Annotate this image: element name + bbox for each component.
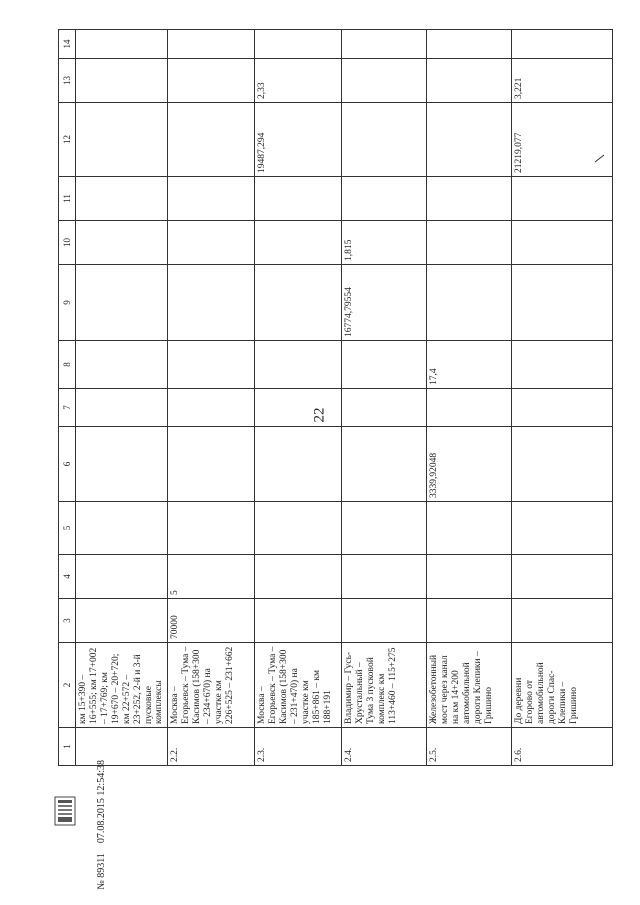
value-cell: 2,33 — [255, 59, 342, 103]
value-cell — [342, 59, 427, 103]
value-cell — [342, 555, 427, 599]
column-number: 4 — [59, 555, 76, 599]
value-cell — [168, 177, 255, 221]
table-row — [76, 30, 168, 766]
value-cell — [168, 30, 255, 59]
value-cell — [512, 555, 613, 599]
value-cell — [342, 341, 427, 389]
value-cell — [168, 265, 255, 341]
column-number: 12 — [59, 103, 76, 177]
value-cell: 1,815 — [342, 221, 427, 265]
value-cell — [512, 341, 613, 389]
value-cell — [255, 389, 342, 427]
value-cell — [76, 341, 168, 389]
value-cell: 70000 — [168, 599, 255, 643]
value-cell — [255, 341, 342, 389]
value-cell — [342, 599, 427, 643]
column-number: 10 — [59, 221, 76, 265]
road-section-cell: До деревни Егорово от автомобильной дороги Спас-Клепики – Гришино — [512, 643, 613, 728]
value-cell — [255, 177, 342, 221]
column-number: 7 — [59, 389, 76, 427]
value-cell — [427, 555, 512, 599]
document-registration-footer — [96, 760, 107, 890]
value-cell — [255, 555, 342, 599]
table-header-row — [59, 30, 76, 766]
value-cell — [76, 389, 168, 427]
value-cell — [255, 427, 342, 502]
column-number: 8 — [59, 341, 76, 389]
value-cell — [76, 502, 168, 555]
value-cell — [427, 177, 512, 221]
value-cell — [76, 555, 168, 599]
value-cell — [168, 427, 255, 502]
value-cell — [427, 389, 512, 427]
value-cell — [76, 427, 168, 502]
row-index-cell: 2.5. — [427, 728, 512, 766]
value-cell — [76, 177, 168, 221]
value-cell — [512, 502, 613, 555]
value-cell — [342, 389, 427, 427]
value-cell — [255, 502, 342, 555]
value-cell — [168, 502, 255, 555]
value-cell — [427, 502, 512, 555]
column-number: 5 — [59, 502, 76, 555]
value-cell — [512, 265, 613, 341]
value-cell — [342, 103, 427, 177]
road-section-cell: Владимир – Гусь-Хрустальный – Тума 3 пусковой комплекс км 113+460 – 115+275 — [342, 643, 427, 728]
column-number: 9 — [59, 265, 76, 341]
value-cell — [427, 221, 512, 265]
row-index-cell: 2.3. — [255, 728, 342, 766]
value-cell — [512, 177, 613, 221]
pen-mark-icon — [594, 152, 606, 164]
value-cell — [342, 30, 427, 59]
value-cell — [512, 389, 613, 427]
value-cell: 21219,077 — [512, 103, 613, 177]
column-number: 6 — [59, 427, 76, 502]
value-cell: 3,221 — [512, 59, 613, 103]
value-cell — [427, 599, 512, 643]
value-cell — [76, 265, 168, 341]
column-number: 14 — [59, 30, 76, 59]
registration-stamp-icon — [53, 795, 77, 827]
road-section-cell: км 15+390 – 16+555; км 17+002 – 17+769; км 19+670 – 20+720; км 22+572 – 23+252, 2-й и 3-й пусковые комплексы — [76, 643, 168, 728]
road-section-cell: Железобетонный мост через канал на км 14+200 автомобильной дороги Клепики – Гришино — [427, 643, 512, 728]
column-number: 2 — [59, 643, 76, 728]
value-cell — [168, 221, 255, 265]
value-cell — [255, 30, 342, 59]
road-section-cell: Москва – Егорьевск – Тума – Касимов (158+300 – 234+670) на участке км 226+525 – 231+662 — [168, 643, 255, 728]
value-cell — [76, 221, 168, 265]
value-cell — [76, 59, 168, 103]
value-cell: 17,4 — [427, 341, 512, 389]
value-cell — [512, 221, 613, 265]
value-cell — [512, 30, 613, 59]
table-row — [512, 30, 613, 766]
column-number: 3 — [59, 599, 76, 643]
value-cell — [512, 599, 613, 643]
value-cell — [512, 427, 613, 502]
value-cell — [427, 59, 512, 103]
value-cell — [427, 30, 512, 59]
table-row — [255, 30, 342, 766]
value-cell: 5 — [168, 555, 255, 599]
column-number: 1 — [59, 728, 76, 766]
value-cell — [255, 221, 342, 265]
value-cell — [168, 389, 255, 427]
row-index-cell: 2.6. — [512, 728, 613, 766]
value-cell — [76, 30, 168, 59]
value-cell — [427, 265, 512, 341]
column-number: 11 — [59, 177, 76, 221]
row-index-cell — [76, 728, 168, 766]
table-row — [342, 30, 427, 766]
value-cell — [427, 103, 512, 177]
row-index-cell: 2.2. — [168, 728, 255, 766]
value-cell — [168, 103, 255, 177]
value-cell — [342, 177, 427, 221]
value-cell: 16774,79554 — [342, 265, 427, 341]
table-row — [168, 30, 255, 766]
value-cell — [342, 427, 427, 502]
column-number: 13 — [59, 59, 76, 103]
page-number: 22 — [311, 407, 328, 423]
registration-datetime: 07.08.2015 12:54:38 — [96, 760, 107, 844]
table-container — [58, 30, 590, 766]
value-cell — [168, 341, 255, 389]
value-cell — [342, 502, 427, 555]
value-cell — [76, 103, 168, 177]
value-cell — [76, 599, 168, 643]
table-row — [427, 30, 512, 766]
row-index-cell: 2.4. — [342, 728, 427, 766]
value-cell — [255, 265, 342, 341]
value-cell: 3339,92048 — [427, 427, 512, 502]
value-cell — [255, 599, 342, 643]
road-section-cell: Москва – Егорьевск – Тума – Касимов (158+300 – 231+470) на участке км 185+861 – км 188+191 — [255, 643, 342, 728]
value-cell: 19487,294 — [255, 103, 342, 177]
registration-number: № 89311 — [96, 853, 107, 890]
data-table — [58, 29, 613, 766]
value-cell — [168, 59, 255, 103]
